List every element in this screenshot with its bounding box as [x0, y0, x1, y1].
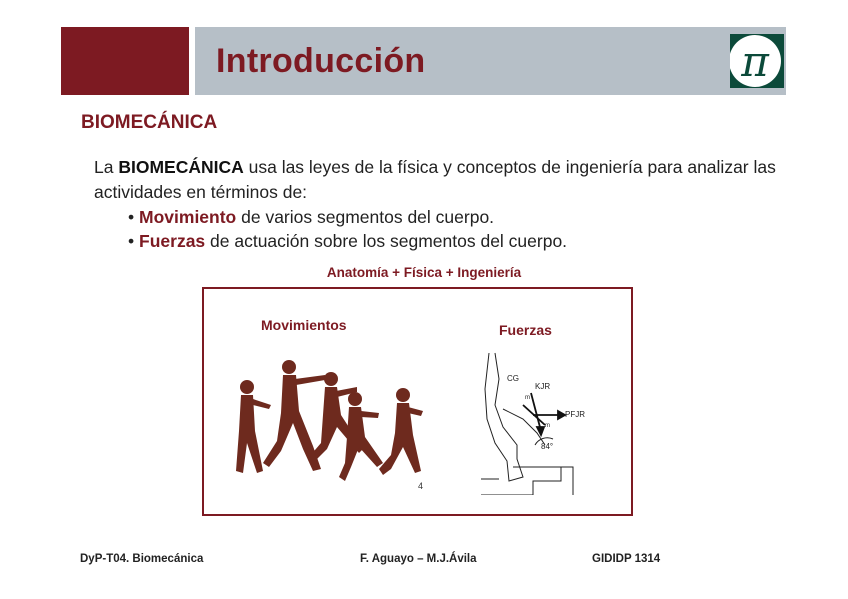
bullet-list [128, 205, 567, 253]
label-cg: CG [507, 374, 519, 383]
forces-label: Fuerzas [499, 322, 552, 338]
page-title: Introducción [216, 42, 426, 80]
force-diagram-image [473, 349, 588, 495]
pi-logo-icon [730, 34, 784, 88]
intro-term: BIOMECÁNICA [118, 157, 244, 177]
label-m2: m [545, 423, 550, 429]
frame-number: 4 [418, 481, 424, 491]
label-angle: 84° [541, 442, 554, 451]
section-title: BIOMECÁNICA [81, 112, 218, 133]
list-item [128, 229, 567, 253]
bullet-marker: • [128, 207, 135, 227]
list-item [128, 205, 567, 229]
footer-center: F. Aguayo – M.J.Ávila [360, 553, 477, 565]
bullet-text: de actuación sobre los segmentos del cuerpo. [205, 231, 568, 251]
bullet-marker: • [128, 231, 135, 251]
bullet-text: de varios segmentos del cuerpo. [236, 207, 495, 227]
movement-sequence-image [233, 351, 428, 491]
footer-right: GIDIDP 1314 [592, 553, 661, 565]
bullet-keyword: Movimiento [139, 207, 237, 227]
intro-paragraph [94, 155, 794, 205]
label-kjr: KJR [535, 382, 551, 391]
header-accent-block [61, 27, 189, 95]
figure-caption: Anatomía + Física + Ingeniería [326, 265, 522, 280]
label-pfjr: PFJR [565, 410, 585, 419]
label-m1: m [525, 395, 530, 401]
bullet-keyword: Fuerzas [139, 231, 206, 251]
footer-left: DyP-T04. Biomecánica [80, 553, 204, 565]
logo-symbol: π [741, 37, 769, 86]
intro-prefix: La [94, 157, 119, 177]
movement-label: Movimientos [261, 317, 347, 333]
intro-rest: usa las leyes de la física y conceptos de ingeniería para analizar las actividades en términos de: [94, 157, 776, 202]
